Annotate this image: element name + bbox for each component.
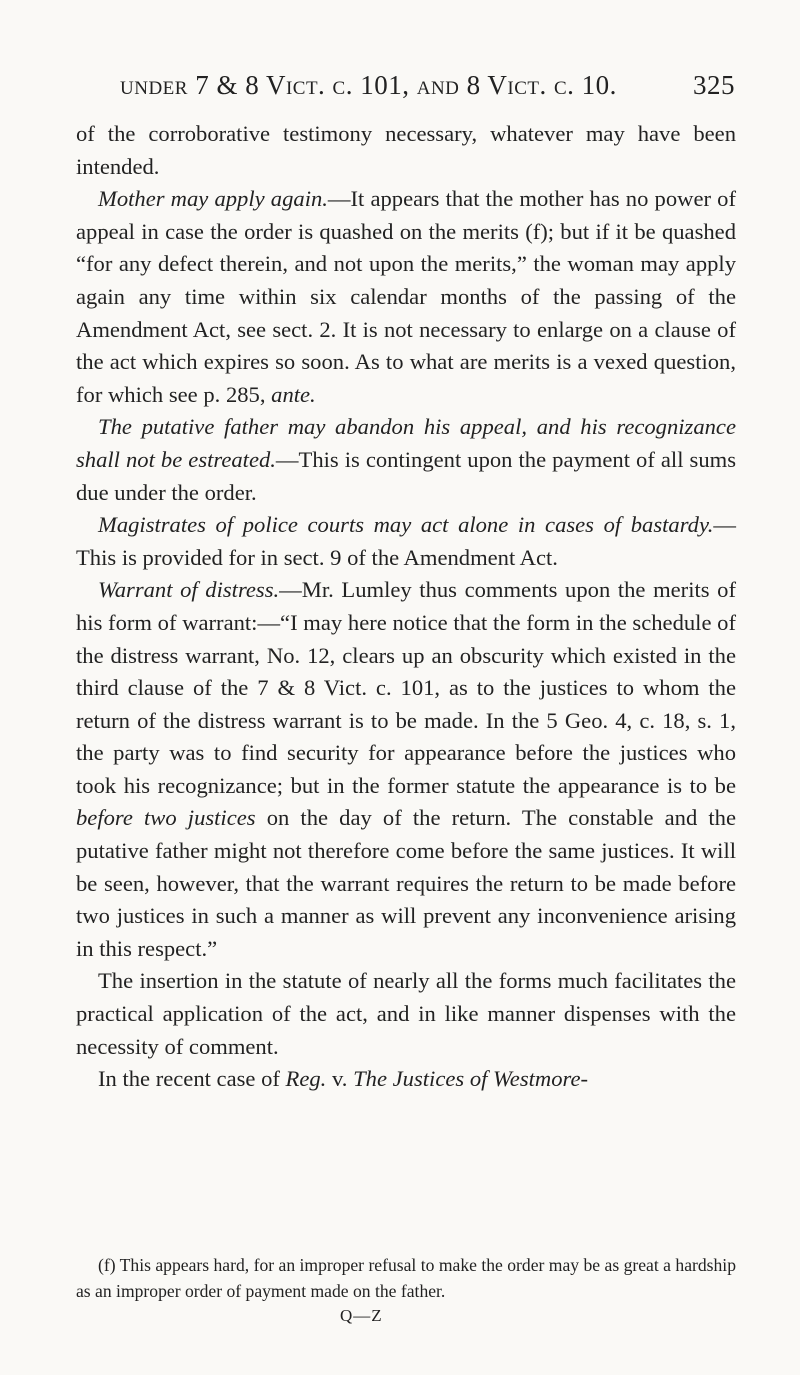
- paragraph-text: of the corroborative testimony necessary, whatever may have been intended.: [76, 121, 736, 179]
- paragraph-text: —This is contingent upon the payment of all sums due under the order.: [76, 446, 736, 505]
- paragraph-continued: [76, 118, 736, 183]
- paragraph-insertion-of-forms: [76, 965, 736, 1063]
- footnote: [76, 1252, 736, 1304]
- side-heading: Magistrates of police courts may act alone in cases of bastardy.: [98, 512, 714, 538]
- page-number: 325: [693, 70, 735, 100]
- case-name: The Justices of Westmore-: [353, 1066, 589, 1092]
- paragraph-warrant-of-distress: [76, 574, 736, 965]
- running-title: under 7 & 8 Vict. c. 101, and 8 Vict. c. 10.: [120, 70, 617, 100]
- signature-mark: Q—Z: [340, 1306, 383, 1325]
- side-heading: Mother may apply again.: [98, 186, 328, 212]
- body-text: [76, 118, 736, 1096]
- paragraph-text: v.: [326, 1066, 354, 1092]
- case-name: Reg.: [285, 1066, 327, 1092]
- footnote-mark: (f): [98, 1255, 116, 1275]
- emphasis-ante: ante.: [271, 381, 316, 407]
- paragraph-text: —It appears that the mother has no power of appeal in case the order is quashed on the merits (f); but if it be quashed “for any defect therein, and not upon the merits,” the woman may apply again any time within six calendar months of the passing of the Amendment Act, see sect. 2. It is not necessary to enlarge on a clause of the act which expires so soon. As to what are merits is a vexed question, for which see p. 285,: [76, 186, 736, 407]
- footnote-body: This appears hard, for an improper refusal to make the order may be as great a hardship as an improper order of payment made on the father.: [76, 1255, 736, 1301]
- side-heading: The putative father may abandon his appeal, and his recognizance shall not be estreated.: [76, 414, 736, 472]
- paragraph-recent-case: [76, 1063, 736, 1096]
- paragraph-abandon-appeal: [76, 411, 736, 509]
- paragraph-text: —This is provided for in sect. 9 of the Amendment Act.: [76, 512, 736, 570]
- footnote-text: [76, 1252, 736, 1304]
- emphasis-two-justices: before two justices: [76, 805, 256, 831]
- paragraph-text: —Mr. Lumley thus comments upon the merits of his form of warrant:—“I may here notice that the form in the schedule of the distress warrant, No. 12, clears up an obscurity which existed in the third clause of the 7 & 8 Vict. c. 101, as to the justices to whom the return of the distress warrant is to be made. In the 5 Geo. 4, c. 18, s. 1, the party was to find security for appearance before the justices who took his recognizance; but in the former statute the appearance is to be: [76, 577, 736, 798]
- paragraph-magistrates: [76, 509, 736, 574]
- running-head: [120, 70, 735, 101]
- paragraph-text: The insertion in the statute of nearly all the forms much facilitates the practical application of the act, and in like manner dispenses with the necessity of comment.: [76, 968, 736, 1059]
- paragraph-mother-may-apply: [76, 183, 736, 411]
- side-heading: Warrant of distress.: [98, 577, 280, 603]
- paragraph-text: In the recent case of: [98, 1066, 286, 1092]
- paragraph-text: on the day of the return. The constable and the putative father might not therefore come before the same justices. It will be seen, however, that the warrant requires the return to be made before two justices in such a manner as will prevent any inconvenience arising in this respect.”: [76, 805, 736, 961]
